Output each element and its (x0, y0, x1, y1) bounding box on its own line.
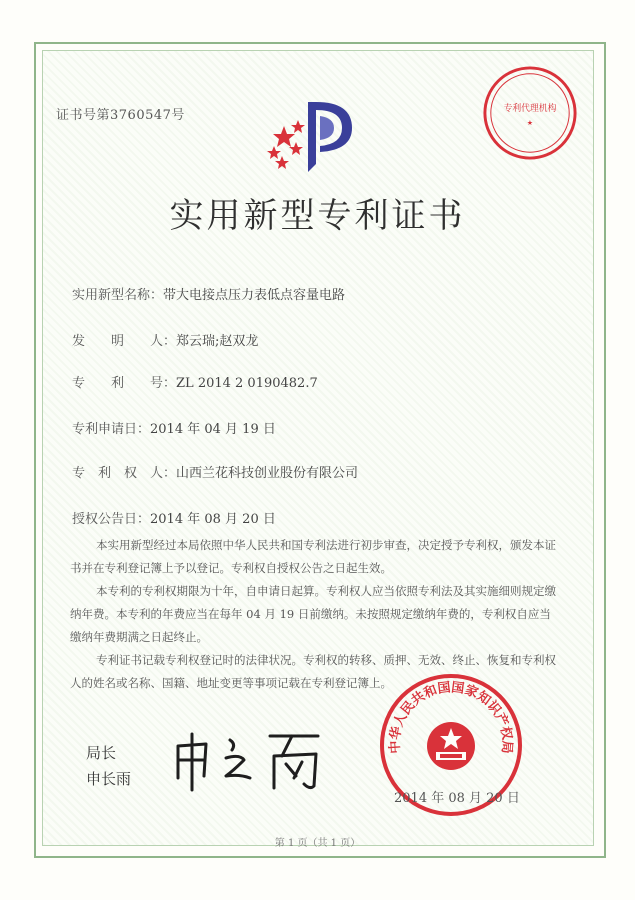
body-paragraph: 专利证书记载专利权登记时的法律状况。专利权的转移、质押、无效、终止、恢复和专利权人的姓名或名称、国籍、地址变更等事项记载在专利登记簿上。 (70, 653, 556, 690)
field-patentee: 专 利 权 人：山西兰花科技创业股份有限公司 (72, 466, 359, 481)
issue-date: 2014 年 08 月 20 日 (394, 791, 520, 806)
body-paragraph: 本专利的专利权期限为十年，自申请日起算。专利权人应当依照专利法及其实施细则规定缴纳年费。本专利的年费应当在每年 04 月 19 日前缴纳。未按照规定缴纳年费的，专利权自应当缴纳年费期满之日起终止。 (70, 584, 556, 644)
red-seal-icon (481, 64, 579, 162)
sipo-logo-icon (262, 92, 362, 174)
field-invention-name: 实用新型名称：带大电接点压力表低点容量电路 (72, 288, 346, 303)
seal-big-text: 中华人民共和国国家知识产权局 (387, 680, 515, 755)
certificate-body (70, 534, 560, 695)
page-title: 实用新型专利证书 (169, 196, 466, 236)
field-grant-date: 授权公告日：2014 年 08 月 20 日 (72, 512, 276, 527)
signatory-title: 局长 (86, 744, 117, 762)
signatory-block (86, 740, 131, 792)
signatory-name: 申长雨 (86, 770, 132, 788)
registration-number: 证书号第3760547号 (56, 108, 185, 123)
handwritten-signature-icon (170, 726, 330, 796)
svg-text:★: ★ (526, 118, 534, 127)
seal-top-text: 专利代理机构 (503, 104, 557, 115)
field-patent-number: 专 利 号：ZL 2014 2 0190482.7 (72, 376, 318, 391)
body-paragraph: 本实用新型经过本局依照中华人民共和国专利法进行初步审查，决定授予专利权，颁发本证书并在专利登记簿上予以登记。专利权自授权公告之日起生效。 (70, 538, 556, 575)
field-inventor: 发 明 人：郑云瑞;赵双龙 (72, 334, 259, 349)
page-footer: 第 1 页（共 1 页） (274, 838, 361, 849)
field-application-date: 专利申请日：2014 年 04 月 19 日 (72, 422, 276, 437)
